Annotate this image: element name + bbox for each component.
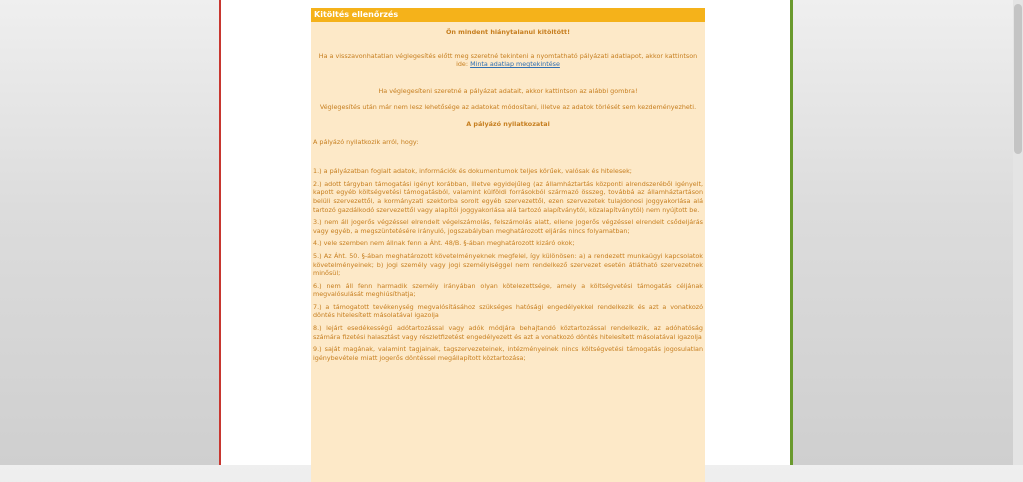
preview-link[interactable]: Minta adatlap megtekintése bbox=[470, 60, 560, 69]
validation-panel bbox=[311, 8, 705, 478]
declaration-item: 8.) lejárt esedékességű adótartozással vagy adók módjára behajtandó köztartozással rendelkezik, az adóhatóság számára fizetési halasztást vagy részletfizetést engedélyezett és azt a vonatkozó döntés hitelesített másolatával igazolja bbox=[313, 324, 703, 341]
declaration-title: A pályázó nyilatkozatai bbox=[466, 119, 550, 128]
preview-hint bbox=[313, 52, 703, 69]
panel-body bbox=[311, 22, 705, 482]
declaration-item: 1.) a pályázatban foglalt adatok, információk és dokumentumok teljes körűek, valósak és hitelesek; bbox=[313, 167, 632, 176]
declaration-item: 7.) a támogatott tevékenység megvalósításához szükséges hatósági engedélyekkel rendelkezik és azt a vonatkozó döntés hitelesített másolatával igazolja bbox=[313, 302, 703, 320]
page-container bbox=[219, 0, 793, 465]
declaration-item: 3.) nem áll jogerős végzéssel elrendelt végelszámolás, felszámolás alatt, ellene jogerős végzéssel elrendelt csődeljárás vagy egyéb, a megszüntetésére irányuló, jogszabályban meghatározott eljárás nincs folyamatban; bbox=[313, 218, 703, 235]
declaration-item: 6.) nem áll fenn harmadik személy irányában olyan kötelezettsége, amely a költségvetési támogatás céljának megvalósulását meghiúsíthatja; bbox=[313, 281, 703, 299]
finalize-warning: Véglegesítés után már nem lesz lehetősége az adatokat módosítani, illetve az adatok törlését sem kezdeményezheti. bbox=[319, 103, 697, 112]
declaration-item: 4.) vele szemben nem állnak fenn a Áht. 48/B. §-ában meghatározott kizáró okok; bbox=[313, 239, 575, 248]
declaration-item: 2.) adott tárgyban támogatási igényt korábban, illetve egyidejűleg (az államháztartás központi alrendszeréből igényelt, kapott egyéb költségvetési támogatásból, valamint külföldi forrásokból származó összeg, továbbá az államháztartáson belüli szervezettől, a kormányzati szektorba sorolt egyéb szervezettől, ezen szervezetek tulajdonosi joggyakorlása alá tartozó gazdálkodó szervezettől vagy alapítói joggyakorlása alá tartozó alapítványtól, közalapítványtól) nem nyújtott be. bbox=[313, 179, 703, 214]
declaration-item: 5.) Az Áht. 50. §-ában meghatározott követelményeknek megfelel, így különösen: a) a rendezett munkaügyi kapcsolatok követelményeinek; b) jogi személy vagy jogi személyiséggel nem rendelkező szervezet esetén átlátható szervezetnek minősül; bbox=[313, 251, 703, 278]
vertical-scrollbar[interactable] bbox=[1013, 0, 1023, 465]
declaration-intro: A pályázó nyilatkozik arról, hogy: bbox=[313, 137, 419, 146]
success-message: Ön mindent hiánytalanul kitöltött! bbox=[445, 28, 571, 36]
scrollbar-thumb[interactable] bbox=[1014, 4, 1022, 154]
panel-title: Kitöltés ellenőrzés bbox=[311, 8, 705, 22]
declaration-list bbox=[313, 167, 703, 362]
finalize-text: Ha véglegesíteni szeretné a pályázat adatait, akkor kattintson az alábbi gombra! bbox=[378, 86, 638, 95]
preview-text: Ha a visszavonhatatlan véglegesítés előtt meg szeretné tekinteni a nyomtatható pályázati adatlapot, akkor kattintson ide: bbox=[318, 51, 698, 69]
declaration-item: 9.) saját magának, valamint tagjainak, tagszervezeteinek, intézményeinek nincs költségvetési támogatás jogosulatlan igénybevétele miatt jogerős döntéssel megállapított köztartozása; bbox=[313, 345, 703, 362]
